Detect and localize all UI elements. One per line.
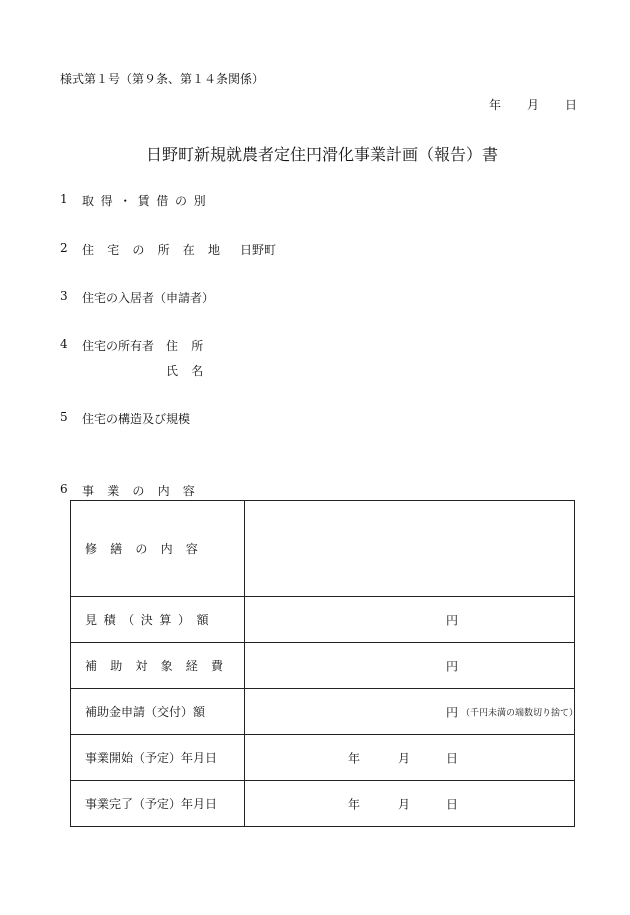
yen-unit: 円 xyxy=(446,659,459,673)
table-row xyxy=(71,735,575,781)
start-date-field[interactable] xyxy=(245,735,575,781)
end-date-label: 事業完了（予定）年月日 xyxy=(71,781,245,827)
item-2-value: 日野町 xyxy=(240,243,277,257)
item-5-label: 住宅の構造及び規模 xyxy=(82,412,191,426)
item-4-label: 住宅の所有者 xyxy=(82,339,155,353)
yen-unit: 円 xyxy=(446,705,459,719)
item-3-label: 住宅の入居者（申請者） xyxy=(82,291,215,305)
estimate-amount-label: 見積（決算）額 xyxy=(71,597,245,643)
repair-content-label: 修繕の内容 xyxy=(71,501,245,597)
year-unit: 年 xyxy=(348,797,361,811)
item-4-name-label: 氏名 xyxy=(166,364,217,378)
eligible-cost-field[interactable] xyxy=(245,643,575,689)
table-row xyxy=(71,643,575,689)
day-unit: 日 xyxy=(446,751,459,765)
item-3-number: 3 xyxy=(60,289,68,303)
project-details-table xyxy=(70,500,579,827)
subsidy-amount-field[interactable] xyxy=(245,689,579,735)
item-4-number: 4 xyxy=(60,337,68,351)
rounding-note: （千円未満の端数切り捨て） xyxy=(461,708,579,718)
item-2-number: 2 xyxy=(60,241,68,255)
start-date-label: 事業開始（予定）年月日 xyxy=(71,735,245,781)
item-6-label: 事業の内容 xyxy=(82,484,209,498)
month-unit: 月 xyxy=(398,797,411,811)
table-row xyxy=(71,501,575,597)
end-date-field[interactable] xyxy=(245,781,575,827)
table-row xyxy=(71,689,575,735)
date-month-label: 月 xyxy=(527,98,540,112)
table-row xyxy=(71,781,575,827)
estimate-amount-field[interactable] xyxy=(245,597,575,643)
item-6-number: 6 xyxy=(60,482,68,496)
document-title: 日野町新規就農者定住円滑化事業計画（報告）書 xyxy=(146,145,499,164)
form-number: 様式第１号（第９条、第１４条関係） xyxy=(60,72,265,86)
item-4-address-label: 住所 xyxy=(166,339,217,353)
date-year-label: 年 xyxy=(489,98,502,112)
year-unit: 年 xyxy=(348,751,361,765)
day-unit: 日 xyxy=(446,797,459,811)
item-1-number: 1 xyxy=(60,192,68,206)
table-row xyxy=(71,597,575,643)
eligible-cost-label: 補助対象経費 xyxy=(71,643,245,689)
subsidy-amount-label: 補助金申請（交付）額 xyxy=(71,689,245,735)
item-2-label: 住宅の所在地 xyxy=(82,243,234,257)
item-1-label: 取得・賃借の別 xyxy=(82,194,213,208)
date-day-label: 日 xyxy=(565,98,578,112)
repair-content-field[interactable] xyxy=(245,501,575,597)
item-5-number: 5 xyxy=(60,410,68,424)
month-unit: 月 xyxy=(398,751,411,765)
yen-unit: 円 xyxy=(446,613,459,627)
